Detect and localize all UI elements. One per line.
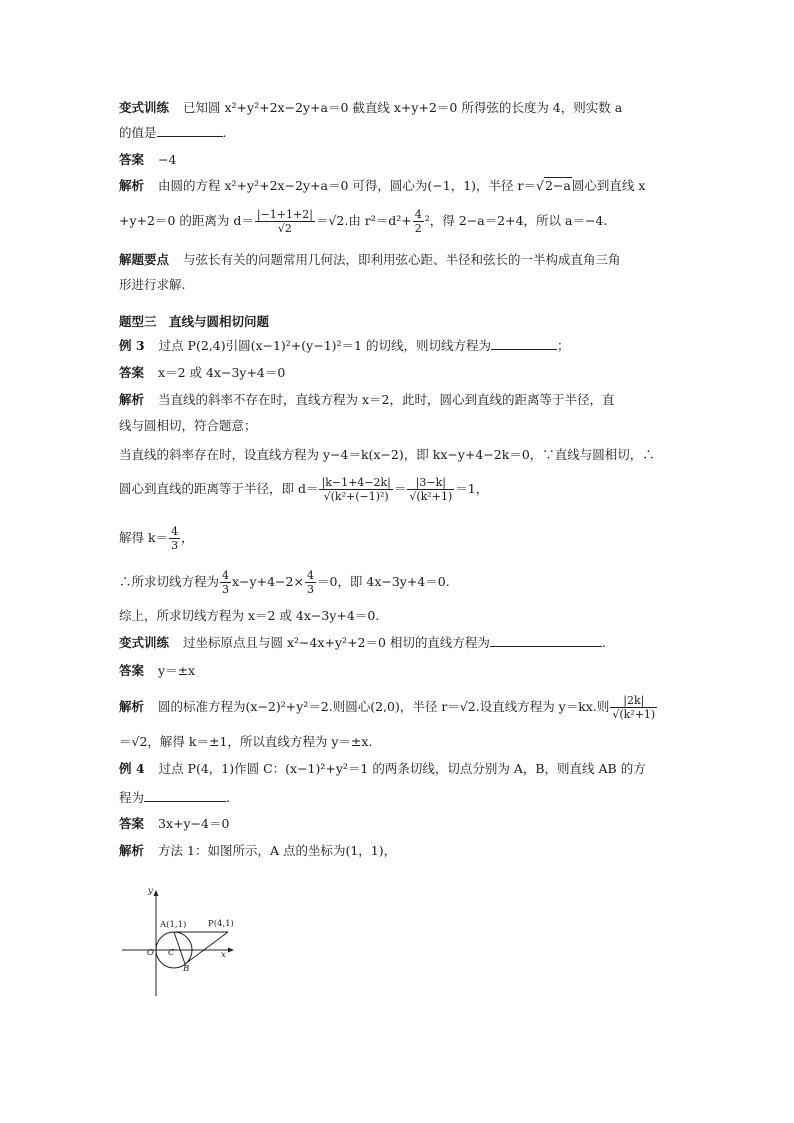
text: 圆心到直线的距离等于半径，即 d＝: [119, 481, 319, 496]
line-5: [119, 208, 684, 235]
line-6: [119, 251, 684, 269]
line-7: [119, 276, 684, 294]
frac-den: 3: [222, 583, 230, 596]
frac-den: 3: [171, 539, 179, 552]
line-16: [119, 569, 684, 596]
section-heading: 题型三 直线与圆相切问题: [119, 314, 270, 329]
analysis-label: 解析: [119, 392, 145, 407]
text: 线与圆相切，符合题意；: [119, 418, 257, 433]
key-point-label: 解题要点: [119, 252, 170, 267]
text: +y+2＝0 的距离为 d＝: [119, 213, 254, 228]
line-4: 解析 由圆的方程 x²+y²+2x−2y+a＝0 可得，圆心为(−1，1)，半径 r＝√2−a圆心到直线 x: [119, 178, 646, 193]
line-2: [119, 124, 684, 142]
label-o: O: [147, 948, 154, 958]
frac-num: |k−1+4−2k|: [321, 476, 391, 489]
frac-den: √(k²+(−1)²): [323, 490, 389, 503]
answer-label: 答案: [119, 365, 145, 380]
line-8: [119, 313, 684, 331]
text: 的值是: [119, 125, 157, 140]
frac-num: |−1+1+2|: [256, 208, 313, 221]
line-13: [119, 446, 684, 464]
line-22: [119, 760, 684, 778]
line-19: [119, 662, 684, 680]
text: 形进行求解.: [119, 277, 186, 292]
label-c: C: [168, 948, 175, 958]
text: 方法 1：如图所示，A 点的坐标为(1，1)，: [158, 843, 397, 858]
text: 程为: [119, 790, 145, 805]
text: ＝√2.由 r²＝d²+: [315, 213, 412, 228]
line-24: [119, 815, 684, 833]
fraction: [220, 569, 231, 596]
label-x: x: [221, 950, 226, 960]
variant-training-label: 变式训练: [119, 100, 170, 115]
label-p: P(4,1): [208, 919, 234, 929]
label-b: B: [183, 964, 190, 974]
text: ²，得 2−a＝2+4，所以 a＝−4.: [424, 213, 608, 228]
text: .: [601, 635, 606, 650]
text: .: [222, 125, 227, 140]
line-23: [119, 789, 684, 807]
text: 综上，所求切线方程为 x＝2 或 4x−3y+4＝0.: [119, 608, 380, 623]
text: ，: [181, 530, 194, 545]
text: 过坐标原点且与圆 x²−4x+y²+2＝0 相切的直线方程为: [183, 635, 490, 650]
text: .: [226, 790, 230, 805]
line-25: [119, 842, 684, 860]
line-21: [119, 733, 684, 751]
fraction: [169, 525, 180, 552]
label-a: A(1,1): [160, 920, 187, 930]
text: ＝0，即 4x−3y+4＝0.: [316, 574, 450, 589]
answer-blank: [490, 634, 602, 647]
answer-text: x＝2 或 4x−3y+4＝0: [158, 365, 286, 380]
frac-num: 4: [414, 208, 422, 221]
line-15: [119, 525, 684, 552]
line-14: [119, 476, 684, 503]
chord-ab: [174, 932, 185, 964]
sqrt-expr: 2−a: [544, 178, 571, 193]
text: 由圆的方程 x²+y²+2x−2y+a＝0 可得，圆心为(−1，1)，半径 r＝: [158, 178, 536, 193]
answer-blank: [491, 337, 557, 350]
answer-text: 3x+y−4＝0: [158, 816, 230, 831]
answer-label: 答案: [119, 663, 145, 678]
text: ＝: [393, 481, 407, 496]
label-y: y: [148, 886, 153, 896]
example-label: 例 3: [119, 338, 145, 353]
answer-blank: [144, 789, 226, 802]
text: 当直线的斜率不存在时，直线方程为 x＝2，此时，圆心到直线的距离等于半径，直: [158, 392, 615, 407]
analysis-label: 解析: [119, 178, 145, 193]
fraction: [407, 476, 454, 503]
text: 圆的标准方程为(x−2)²+y²＝2.则圆心(2,0)，半径 r＝√2.设直线方程为 y＝kx.则: [158, 699, 610, 714]
x-axis-arrow: [228, 948, 234, 953]
frac-num: 4: [306, 569, 314, 582]
fraction: [305, 569, 316, 596]
frac-den: √(k²+1): [612, 708, 656, 721]
text: 当直线的斜率存在时，设直线方程为 y−4＝k(x−2)，即 kx−y+4−2k＝0，∵直线与圆相切，∴: [119, 447, 655, 462]
text: 解得 k＝: [119, 530, 169, 545]
figure-svg: [118, 886, 248, 1006]
line-10: [119, 364, 684, 382]
answer-blank: [157, 124, 223, 137]
line-9: [119, 337, 684, 355]
line-1: [119, 99, 684, 117]
text: ；: [556, 338, 570, 353]
line-11: [119, 391, 684, 409]
text: x−y+4−2×: [232, 574, 304, 589]
variant-training-label: 变式训练: [119, 635, 170, 650]
text: 圆心到直线 x: [571, 178, 646, 193]
line-3: [119, 151, 684, 169]
frac-den: 3: [306, 583, 314, 596]
line-17: [119, 607, 684, 625]
frac-den: 2: [414, 222, 422, 235]
frac-den: √2: [277, 222, 292, 235]
frac-den: √(k²+1): [409, 490, 453, 503]
frac-num: |3−k|: [407, 476, 454, 490]
frac-num: 4: [222, 569, 230, 582]
answer-text: −4: [158, 152, 177, 167]
line-20: [119, 694, 684, 721]
fraction: [319, 476, 392, 503]
analysis-label: 解析: [119, 843, 145, 858]
fraction: [255, 208, 315, 235]
text: ＝1，: [455, 481, 489, 496]
text: ＝√2，解得 k＝±1，所以直线方程为 y＝±x.: [119, 734, 373, 749]
analysis-label: 解析: [119, 699, 145, 714]
y-axis-arrow: [154, 890, 159, 896]
frac-num: |2k|: [610, 694, 657, 708]
tangent-figure: [118, 886, 248, 1006]
answer-label: 答案: [119, 816, 145, 831]
example-label: 例 4: [119, 761, 145, 776]
text: 过点 P(4，1)作圆 C：(x−1)²+y²＝1 的两条切线，切点分别为 A，B，则直线 AB 的方: [158, 761, 646, 776]
text: 与弦长有关的问题常用几何法，即利用弦心距、半径和弦长的一半构成直角三角: [183, 252, 621, 267]
line-12: [119, 417, 684, 435]
answer-text: y＝±x: [158, 663, 196, 678]
text: 过点 P(2,4)引圆(x−1)²+(y−1)²＝1 的切线，则切线方程为: [158, 338, 491, 353]
text: ∴所求切线方程为: [119, 574, 220, 589]
fraction: [413, 208, 424, 235]
fraction: [610, 694, 657, 721]
line-18: [119, 634, 684, 652]
answer-label: 答案: [119, 152, 145, 167]
problem-text: 已知圆 x²+y²+2x−2y+a＝0 截直线 x+y+2＝0 所得弦的长度为 4，则实数 a: [183, 100, 623, 115]
frac-num: 4: [171, 525, 179, 538]
